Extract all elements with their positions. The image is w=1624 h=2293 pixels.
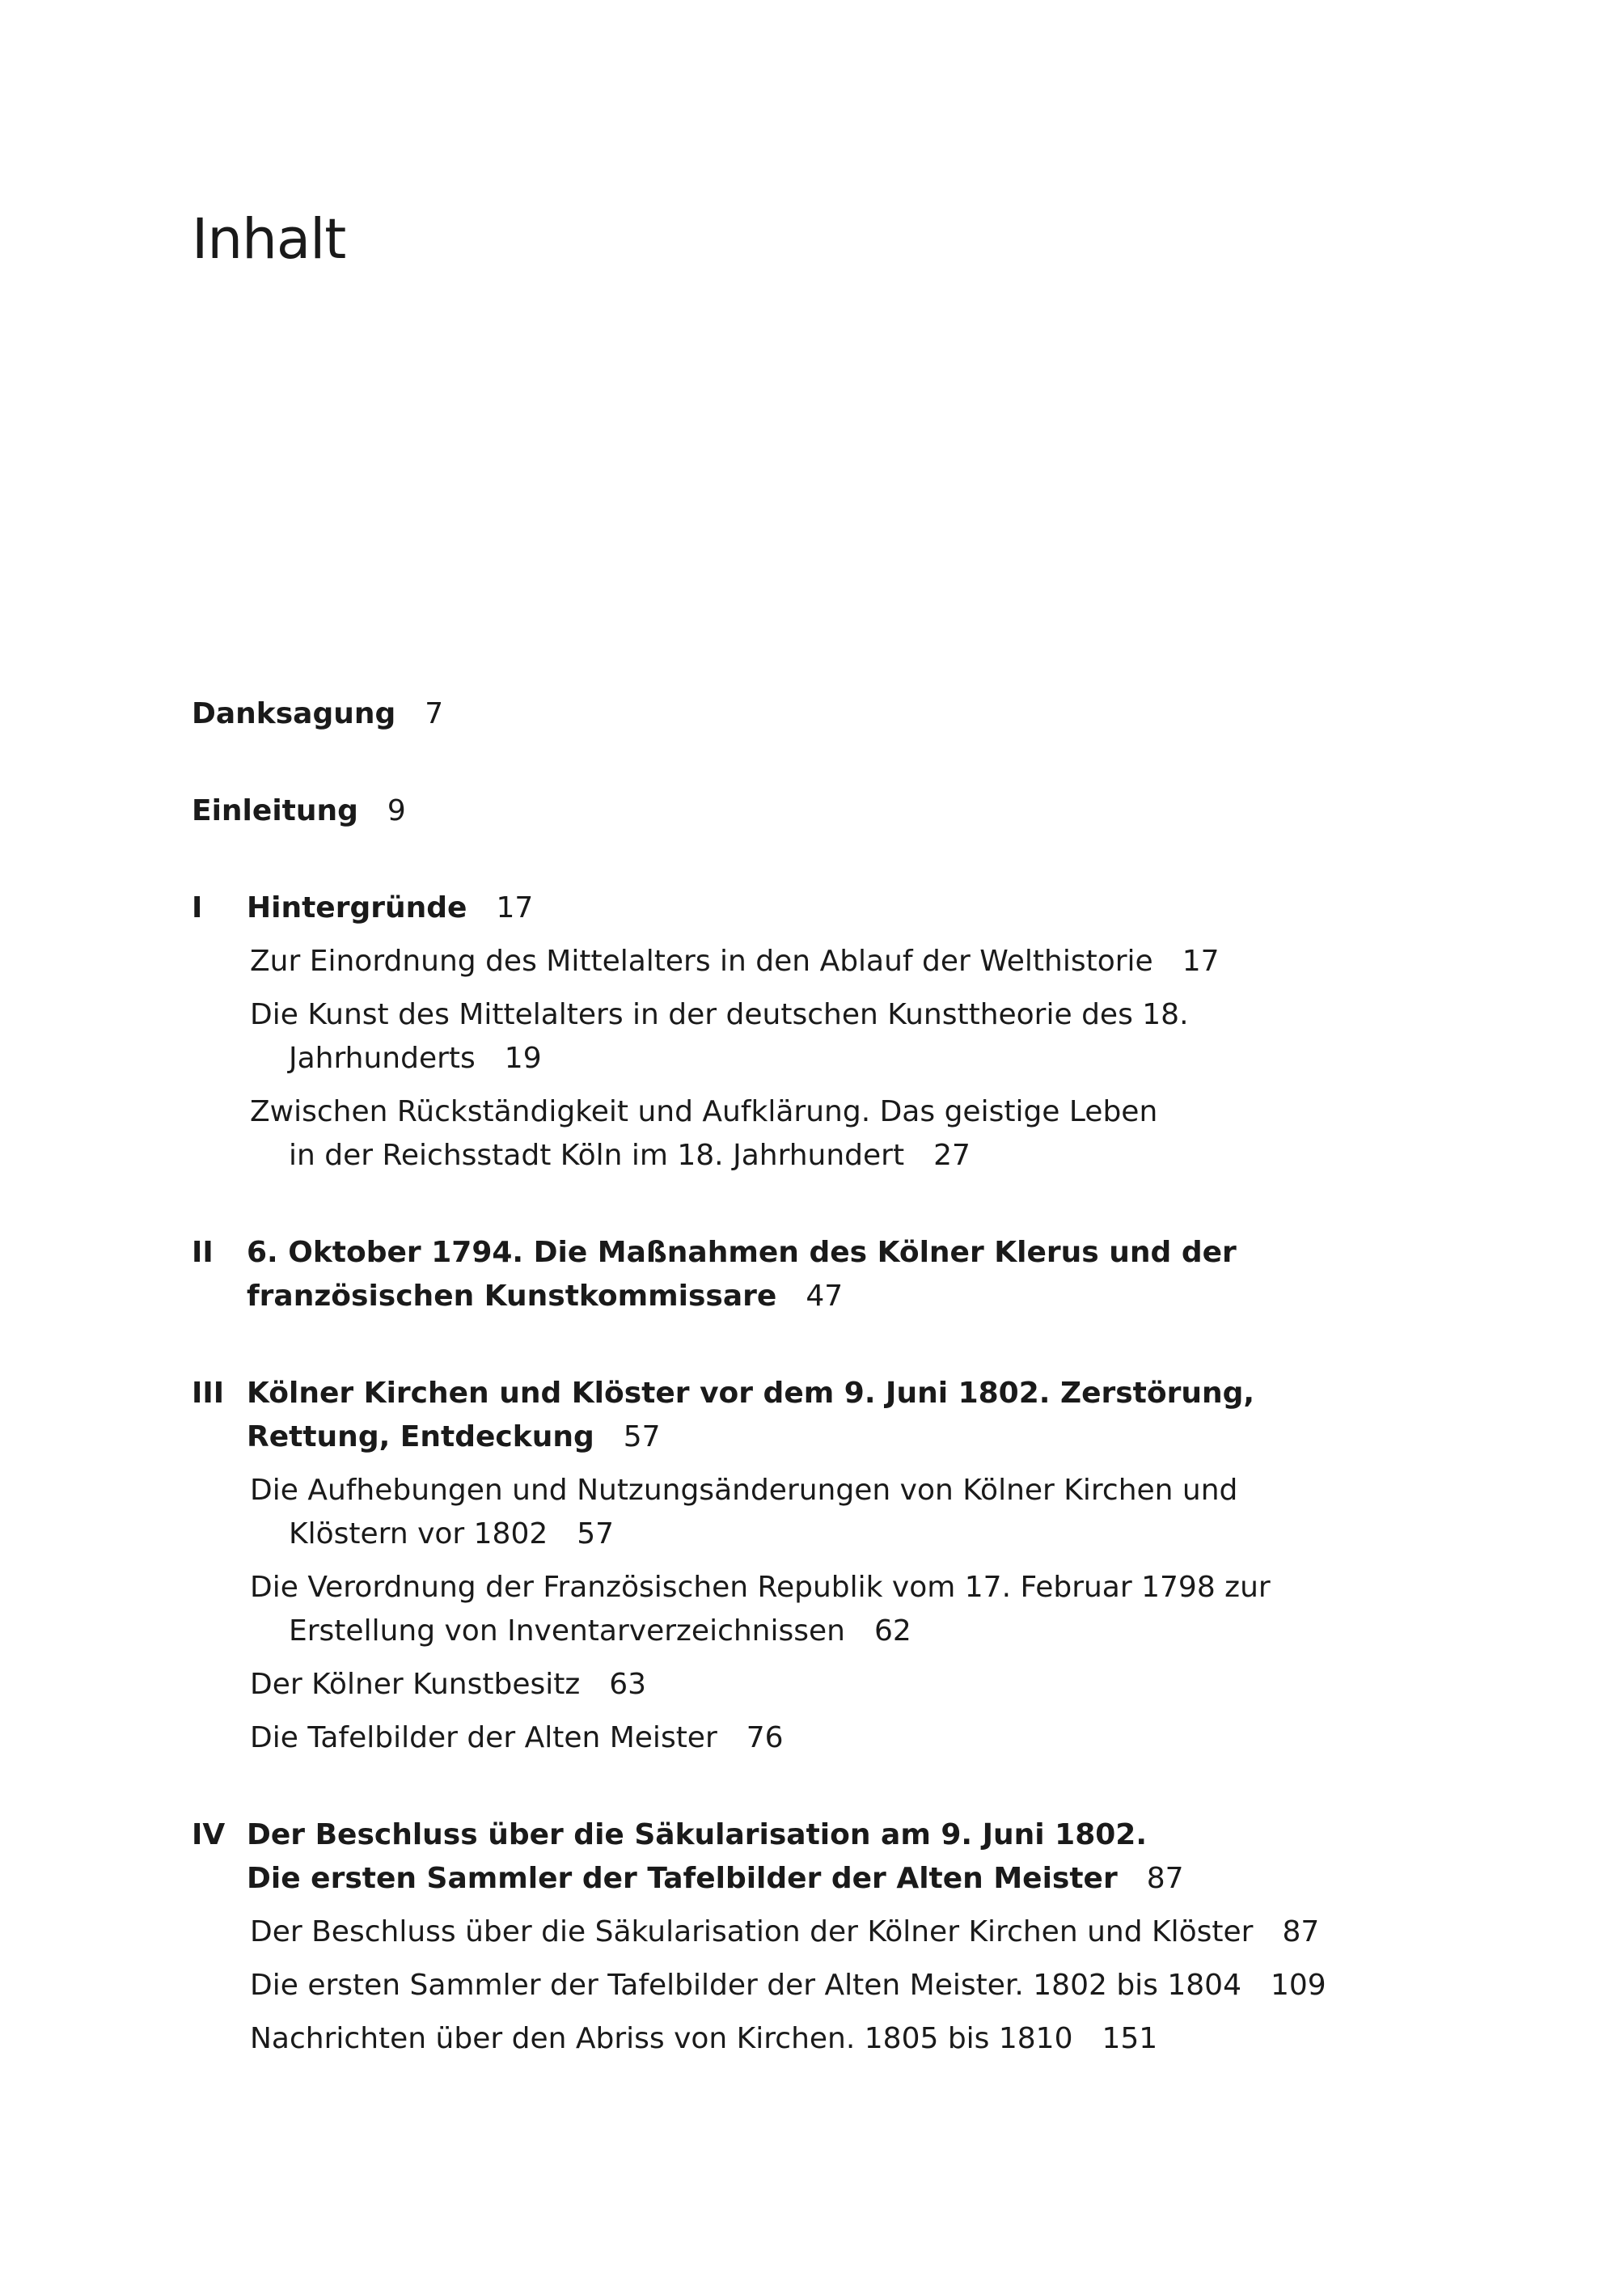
chapter-heading[interactable]: [192, 1231, 1453, 1318]
toc-section[interactable]: [250, 1469, 1364, 1556]
toc-section-label: Die Aufhebungen und Nutzungsänderungen von Kölner Kirchen und Klöstern vor 1802: [250, 1474, 1238, 1551]
toc-chapter-2: [192, 1231, 1453, 1318]
chapter-title: 6. Oktober 1794. Die Maßnahmen des Kölner Klerus und der französischen Kunstkommissare: [247, 1236, 1237, 1313]
chapter-number: II: [192, 1236, 214, 1269]
toc-section-label: Die ersten Sammler der Tafelbilder der Alten Meister. 1802 bis 1804: [250, 1969, 1241, 2002]
toc-section[interactable]: [250, 993, 1381, 1081]
toc-section[interactable]: [250, 2017, 1381, 2061]
toc-section-label: Die Tafelbilder der Alten Meister: [250, 1721, 717, 1754]
toc-page-number: 87: [1282, 1915, 1320, 1948]
toc-section-label: Zwischen Rückständigkeit und Aufklärung. Das geistige Leben in der Reichsstadt Köln im 18. Jahrhundert: [250, 1095, 1158, 1172]
toc-page-number: 57: [623, 1420, 661, 1453]
toc-section-label: Zur Einordnung des Mittelalters in den Ablauf der Welthistorie: [250, 945, 1153, 978]
toc-page-number: 19: [504, 1042, 542, 1075]
chapter-heading[interactable]: [192, 1372, 1453, 1459]
toc-section[interactable]: [250, 1566, 1389, 1653]
chapter-sections: [192, 1469, 1453, 1760]
toc-chapter-3: [192, 1372, 1453, 1760]
toc-section[interactable]: [250, 1910, 1381, 1954]
chapter-sections: [192, 940, 1453, 1178]
toc-section-label: Die Verordnung der Französischen Republik vom 17. Februar 1798 zur Erstellung von Inventarverzeichnissen: [250, 1571, 1271, 1648]
toc-page-number: 27: [933, 1139, 971, 1172]
chapter-heading[interactable]: [192, 886, 1453, 930]
toc-chapter-4: [192, 1813, 1453, 2061]
chapter-number: IV: [192, 1818, 226, 1851]
toc-section[interactable]: [250, 1964, 1381, 2007]
chapter-number: III: [192, 1377, 225, 1410]
toc-page-number: 17: [496, 891, 534, 924]
chapter-heading[interactable]: [192, 1813, 1453, 1901]
toc-section-label: Nachrichten über den Abriss von Kirchen. 1805 bis 1810: [250, 2022, 1073, 2055]
toc-page-number: 47: [806, 1280, 844, 1313]
chapter-title: Hintergründe: [247, 891, 467, 924]
toc-page-number: 76: [746, 1721, 784, 1754]
toc-section[interactable]: [250, 940, 1381, 984]
toc-section-label: Der Beschluss über die Säkularisation der Kölner Kirchen und Klöster: [250, 1915, 1254, 1948]
toc-page-number: 62: [873, 1614, 911, 1648]
toc-section[interactable]: [250, 1663, 1381, 1707]
toc-section-label: Die Kunst des Mittelalters in der deutschen Kunsttheorie des 18. Jahrhunderts: [250, 998, 1189, 1075]
page-title: Inhalt: [192, 207, 346, 272]
toc-page-number: 7: [425, 697, 444, 730]
chapter-title-line-2: Die ersten Sammler der Tafelbilder der Alten Meister: [247, 1862, 1118, 1895]
toc-page-number: 63: [609, 1668, 647, 1701]
toc-entry-einleitung[interactable]: [192, 789, 1453, 833]
toc-section[interactable]: [250, 1716, 1381, 1760]
toc-page-number: 109: [1271, 1969, 1326, 2002]
chapter-number: I: [192, 891, 203, 924]
table-of-contents: [192, 692, 1453, 2114]
toc-page-number: 17: [1182, 945, 1220, 978]
toc-section-label: Der Kölner Kunstbesitz: [250, 1668, 581, 1701]
toc-entry-label: Danksagung: [192, 697, 396, 730]
toc-section[interactable]: [250, 1090, 1186, 1178]
toc-page-number: 57: [577, 1517, 615, 1551]
toc-page-number: 87: [1146, 1862, 1184, 1895]
toc-page-number: 9: [387, 794, 406, 827]
toc-entry-label: Einleitung: [192, 794, 358, 827]
chapter-sections: [192, 1910, 1453, 2061]
toc-chapter-1: [192, 886, 1453, 1178]
chapter-title: Kölner Kirchen und Klöster vor dem 9. Juni 1802. Zerstörung, Rettung, Entdeckung: [247, 1377, 1255, 1453]
toc-entry-danksagung[interactable]: [192, 692, 1453, 736]
chapter-title-line-1: Der Beschluss über die Säkularisation am 9. Juni 1802.: [247, 1818, 1148, 1851]
toc-page-number: 151: [1102, 2022, 1158, 2055]
